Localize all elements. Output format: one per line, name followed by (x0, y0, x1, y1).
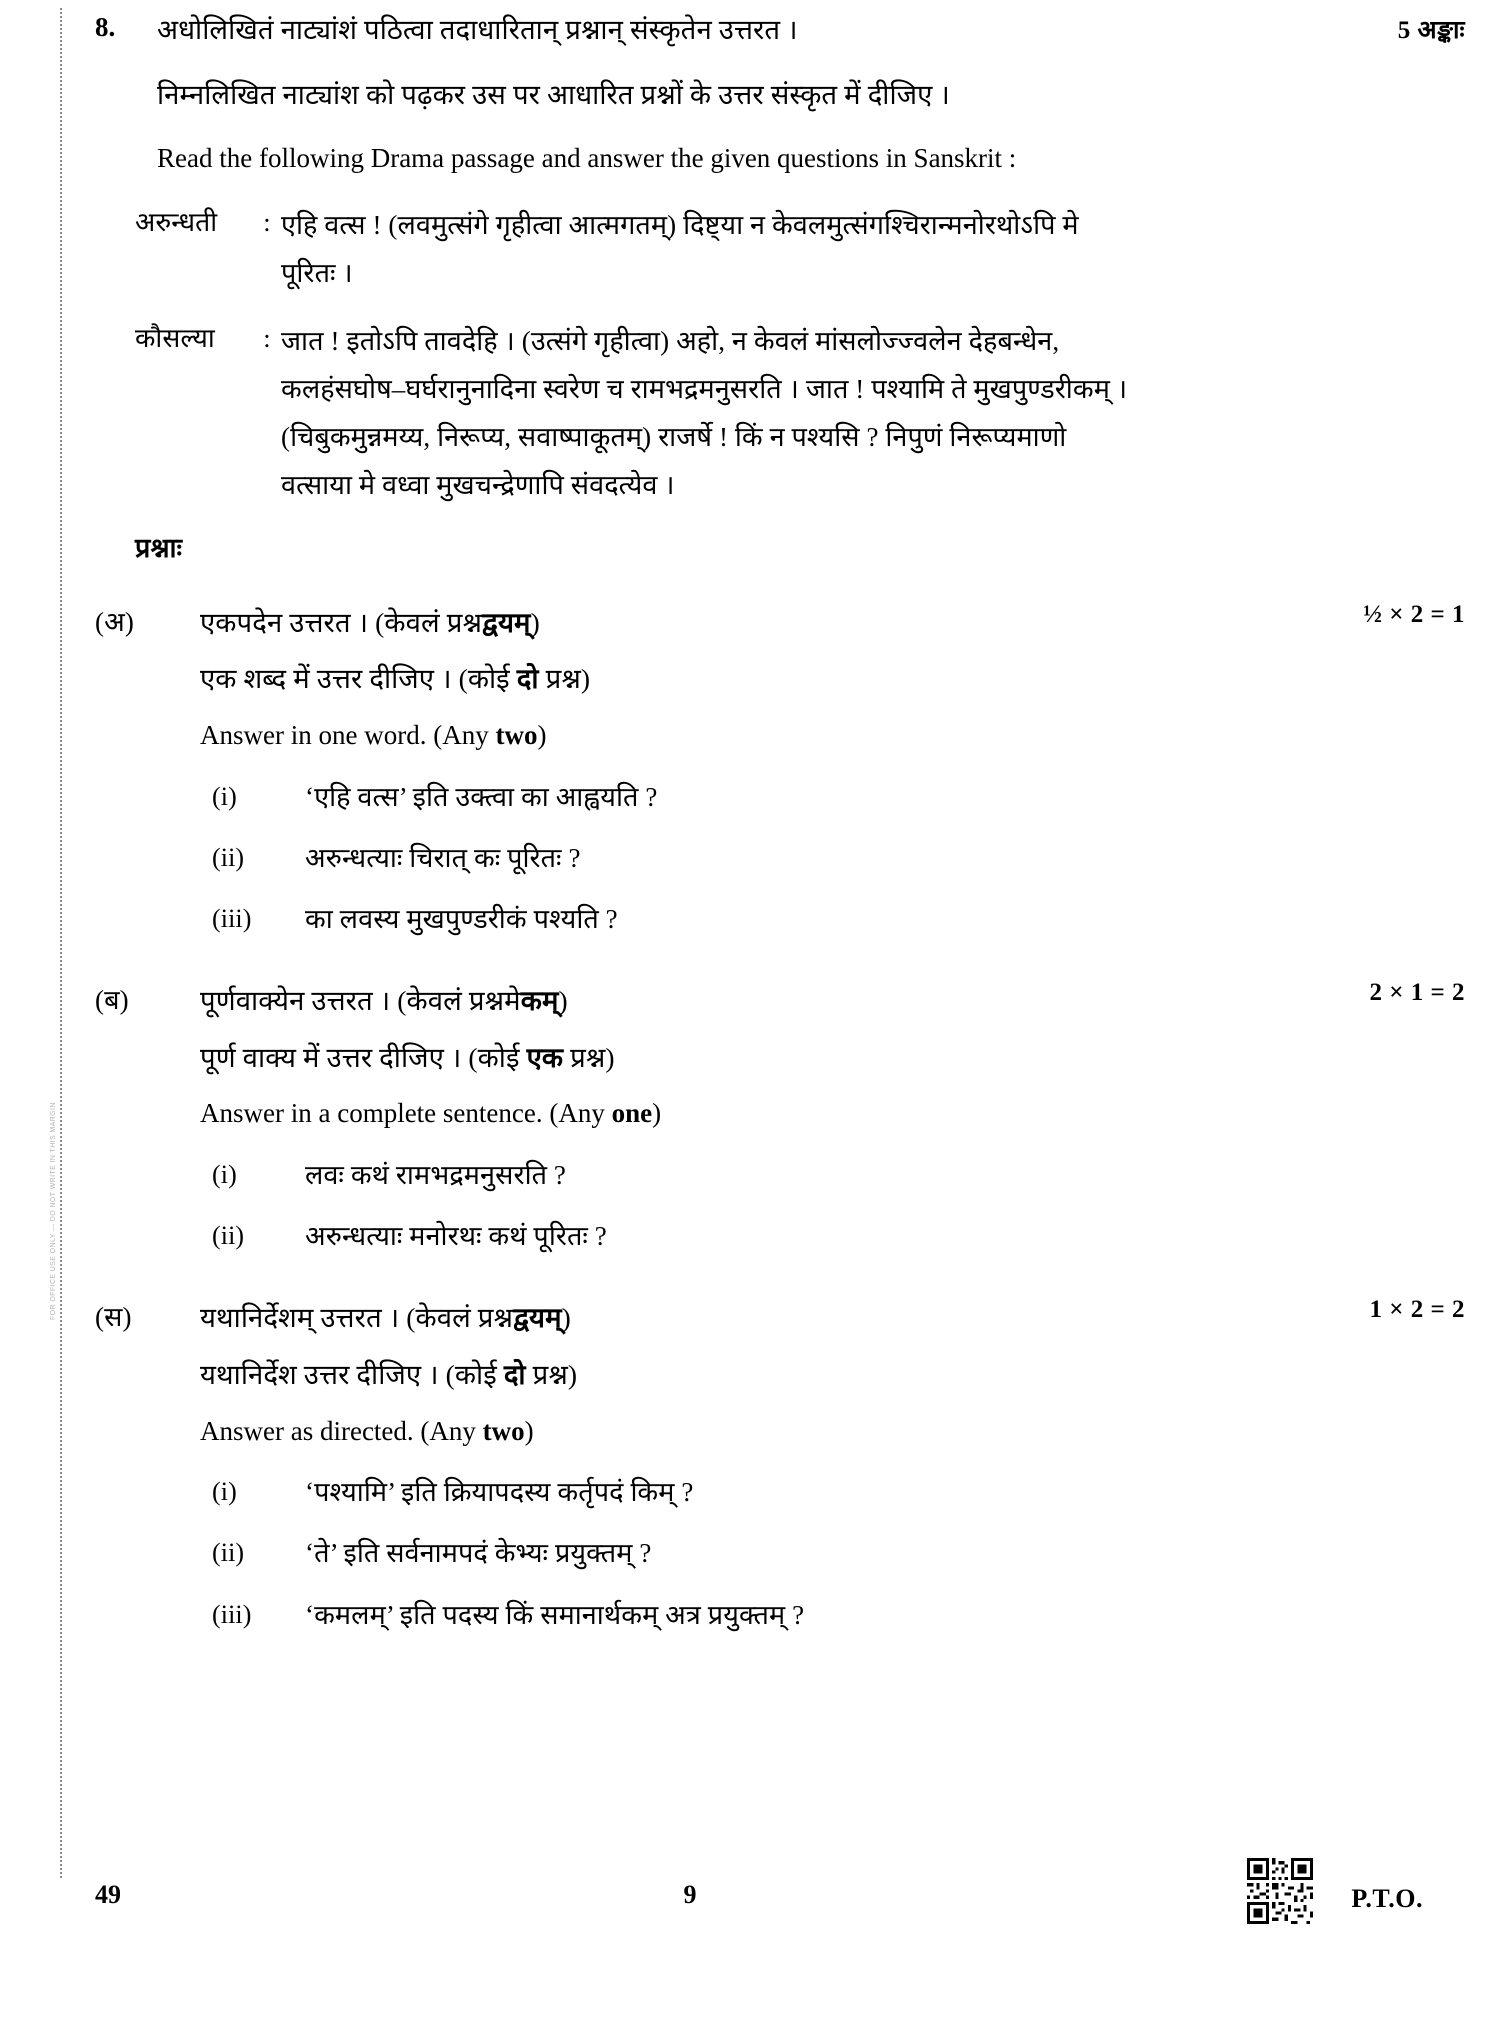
part-instruction-english (200, 714, 1465, 758)
spacer (200, 702, 1465, 714)
sub-question-text: अरुन्धत्याः चिरात् कः पूरितः ? (305, 842, 581, 873)
part-instruction-hindi-pre: यथानिर्देश उत्तर दीजिए । (कोई (200, 1358, 504, 1390)
questions-heading: प्रश्नाः (135, 533, 183, 564)
part-letter: (ब) (95, 985, 129, 1016)
part-instruction-hindi-post: प्रश्न) (563, 1041, 615, 1073)
part-letter: (स) (95, 1302, 132, 1333)
sub-question (200, 1594, 1465, 1637)
sub-question (200, 776, 1465, 819)
part-instruction-sanskrit-bold: द्वयम् (482, 606, 531, 638)
qr-code-icon (1247, 1858, 1313, 1924)
sub-question-text: ‘पश्यामि’ इति क्रियापदस्य कर्तृपदं किम् ? (305, 1477, 694, 1508)
dialogue-text-line-2: पूरितः । (281, 257, 353, 288)
dialogue-colon: : (263, 322, 271, 353)
part-b (95, 979, 1465, 1258)
sub-question-text: का लवस्य मुखपुण्डरीकं पश्यति ? (305, 904, 618, 935)
spacer (200, 1341, 1465, 1353)
part-instruction-hindi (200, 1353, 1465, 1398)
sub-question-text: ‘कमलम्’ इति पदस्य किं समानार्थकम् अत्र प्रयुक्तम् ? (305, 1599, 805, 1630)
instruction-sanskrit: अधोलिखितं नाट्यांशं पठित्वा तदाधारितान् प्रश्नान् संस्कृतेन उत्तरत । (157, 14, 798, 45)
part-instruction-sanskrit-plain: पूर्णवाक्येन उत्तरत । (केवलं प्रश्नमे (200, 985, 521, 1017)
instruction-english: Read the following Drama passage and answer the given questions in Sanskrit : (157, 143, 1017, 174)
part-instruction-sanskrit-plain: एकपदेन उत्तरत । (केवलं प्रश्न (200, 606, 483, 638)
dialogue-text-line-2: कलहंसघोष–घर्घरानुनादिना स्वरेण च रामभद्रमनुसरति । जात ! पश्यामि ते मुखपुण्डरीकम् । (281, 373, 1128, 404)
spacer (157, 117, 1465, 137)
part-instruction-hindi-bold: दो (503, 1358, 526, 1390)
part-instruction-english-post: ) (652, 1098, 662, 1129)
sub-question-number: (ii) (212, 842, 245, 872)
part-marks: 2 × 1 = 2 (1369, 979, 1465, 1007)
question-8-block (95, 8, 1465, 181)
drama-passage (95, 201, 1465, 509)
sub-question-number: (i) (212, 781, 237, 811)
part-marks: 1 × 2 = 2 (1369, 1296, 1465, 1324)
sub-question (200, 1471, 1465, 1514)
part-instruction-hindi (200, 1036, 1465, 1081)
sub-question-number: (i) (212, 1477, 237, 1507)
part-instruction-sanskrit (200, 601, 1465, 646)
part-instruction-sanskrit-tail: ) (530, 606, 540, 638)
sub-question-text: ‘ते’ इति सर्वनामपदं केभ्यः प्रयुक्तम् ? (305, 1538, 652, 1569)
part-instruction-english-pre: Answer in one word. (Any (200, 719, 496, 750)
question-body (157, 8, 1465, 181)
part-instruction-english-post: ) (524, 1415, 534, 1446)
sub-question (200, 898, 1465, 941)
sub-question (200, 1532, 1465, 1575)
part-instruction-english (200, 1410, 1465, 1454)
part-instruction-hindi-pre: एक शब्द में उत्तर दीजिए । (कोई (200, 663, 517, 695)
part-instruction-sanskrit-bold: कम् (520, 985, 559, 1017)
sub-question (200, 1215, 1465, 1258)
part-instructions (200, 979, 1465, 1136)
dialogue-text (281, 317, 1465, 509)
sub-question-number: (ii) (212, 1538, 245, 1568)
sub-question-number: (ii) (212, 1221, 245, 1251)
part-instruction-hindi-post: प्रश्न) (525, 1358, 578, 1390)
page-number: 9 (683, 1880, 697, 1909)
dialogue-colon: : (263, 206, 271, 237)
part-instruction-sanskrit-bold: द्वयम् (513, 1302, 562, 1334)
part-instruction-english-post: ) (537, 719, 547, 750)
question-marks: 5 अङ्काः (1397, 17, 1465, 44)
margin-note: FOR OFFICE USE ONLY — DO NOT WRITE IN THIS MARGIN (50, 1102, 57, 1320)
part-letter: (अ) (95, 606, 134, 637)
part-instruction-hindi-pre: पूर्ण वाक्य में उत्तर दीजिए । (कोई (200, 1041, 527, 1073)
dialogue-line (135, 317, 1465, 509)
dialogue-text-line-1: जात ! इतोऽपि तावदेहि । (उत्संगे गृहीत्वा) अहो, न केवलं मांसलोज्ज्वलेन देहबन्धेन, (281, 325, 1060, 356)
part-instruction-hindi-bold: एक (526, 1041, 564, 1073)
spacer (157, 53, 1465, 73)
part-instruction-hindi-bold: दो (516, 663, 539, 695)
dialogue-speaker: कौसल्या (135, 322, 215, 353)
spacer (200, 1398, 1465, 1410)
part-instruction-english-pre: Answer as directed. (Any (200, 1415, 483, 1446)
sub-question-number: (i) (212, 1160, 237, 1190)
spacer (200, 645, 1465, 657)
pto-label: P.T.O. (1351, 1884, 1423, 1913)
part-marks: ½ × 2 = 1 (1363, 600, 1465, 628)
part-instructions (200, 1296, 1465, 1453)
part-instruction-sanskrit (200, 1296, 1465, 1341)
dialogue-speaker: अरुन्धती (135, 206, 218, 237)
spacer (200, 1024, 1465, 1036)
part-instruction-english-bold: two (495, 719, 538, 750)
dialogue-line (135, 201, 1465, 297)
sub-question-text: लवः कथं रामभद्रमनुसरति ? (305, 1160, 567, 1191)
part-c (95, 1296, 1465, 1636)
page-content (95, 8, 1465, 1637)
spacer (200, 1080, 1465, 1092)
sub-question-text: अरुन्धत्याः मनोरथः कथं पूरितः ? (305, 1221, 607, 1252)
part-instruction-english-bold: two (482, 1415, 525, 1446)
sub-question-number: (iii) (212, 1599, 252, 1629)
paper-code: 49 (95, 1880, 121, 1909)
sub-question (200, 837, 1465, 880)
part-instruction-english-pre: Answer in a complete sentence. (Any (200, 1098, 612, 1129)
dialogue-text-line-1: एहि वत्स ! (लवमुत्संगे गृहीत्वा आत्मगतम्) दिष्ट्या न केवलमुत्संगश्चिरान्मनोरथोऽपि मे (281, 209, 1079, 240)
spacer (95, 181, 1465, 201)
spacer (135, 305, 1465, 317)
part-instruction-hindi-post: प्रश्न) (538, 663, 591, 695)
part-instruction-sanskrit-tail: ) (561, 1302, 571, 1334)
part-instruction-english-bold: one (611, 1098, 653, 1129)
sub-question (200, 1154, 1465, 1197)
part-a (95, 601, 1465, 941)
dialogue-text-line-4: वत्साया मे वध्वा मुखचन्द्रेणापि संवदत्येव । (281, 470, 675, 501)
instruction-hindi: निम्नलिखित नाट्यांश को पढ़कर उस पर आधारित प्रश्नों के उत्तर संस्कृत में दीजिए । (157, 78, 950, 110)
sub-question-text: ‘एहि वत्स’ इति उक्त्वा का आह्वयति ? (305, 781, 658, 812)
part-instruction-sanskrit-plain: यथानिर्देशम् उत्तरत । (केवलं प्रश्न (200, 1302, 514, 1334)
question-number: 8. (95, 12, 116, 42)
sub-question-number: (iii) (212, 904, 252, 934)
part-instruction-hindi (200, 657, 1465, 702)
part-instruction-sanskrit-tail: ) (558, 985, 568, 1017)
dialogue-text-line-3: (चिबुकमुन्नमय्य, निरूप्य, सवाष्पाकूतम्) राजर्षे ! किं न पश्यसि ? निपुणं निरूप्यमाणो (281, 422, 1067, 453)
dialogue-text (281, 201, 1465, 297)
page-footer (95, 1880, 1465, 1940)
part-instruction-english (200, 1092, 1465, 1136)
part-instruction-sanskrit (200, 979, 1465, 1024)
part-instructions (200, 601, 1465, 758)
